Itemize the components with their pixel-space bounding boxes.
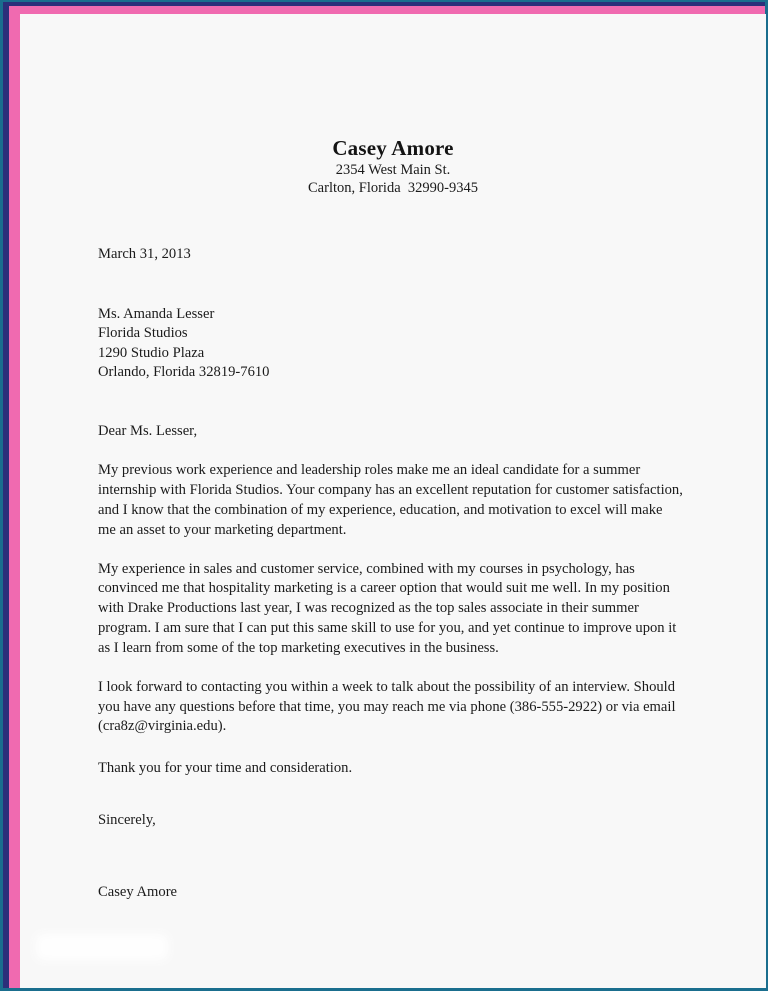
closing-thanks: Thank you for your time and consideration. xyxy=(98,760,353,777)
letterhead xyxy=(20,136,766,198)
salutation: Dear Ms. Lesser, xyxy=(98,423,198,440)
letterhead-name: Casey Amore xyxy=(332,136,454,160)
recipient-address-block xyxy=(98,305,683,383)
letterhead-city-state-zip: Carlton, Florida 32990-9345 xyxy=(308,180,478,197)
letterhead-street: 2354 West Main St. xyxy=(335,161,451,178)
body-paragraph-2: My experience in sales and customer service, combined with my courses in psychology, has convinced me that hospitality marketing is a career option that would suit me well. In my position with Drake Productions last year, I was recognized as the top sales associate in their summer program. I am sure that I can put this same skill to use for you, and yet continue to improve upon it as I learn from some of the top marketing executives in the business. xyxy=(98,560,677,656)
letter-page xyxy=(20,14,766,988)
document-navy-border xyxy=(3,2,765,988)
recipient-street: 1290 Studio Plaza xyxy=(98,344,205,361)
closing-valediction: Sincerely, xyxy=(98,812,156,829)
recipient-company: Florida Studios xyxy=(98,325,188,342)
closing-signature-name: Casey Amore xyxy=(98,883,178,900)
recipient-city-state-zip: Orlando, Florida 32819-7610 xyxy=(98,363,270,380)
letter-body xyxy=(98,245,683,903)
document-pink-border xyxy=(9,6,765,988)
body-paragraph-3: I look forward to contacting you within a week to talk about the possibility of an interview. Should you have any questions before that time, you may reach me via phone (386-555-2922) or via email (cra8z@virginia.edu). xyxy=(98,678,676,735)
recipient-name: Ms. Amanda Lesser xyxy=(98,305,215,322)
body-paragraph-1: My previous work experience and leadership roles make me an ideal candidate for a summer internship with Florida Studios. Your company has an excellent reputation for customer satisfaction, and I know that the combination of my experience, education, and motivation to excel will make me an asset to your marketing department. xyxy=(98,462,683,538)
letter-date: March 31, 2013 xyxy=(98,245,191,262)
watermark-artifact xyxy=(36,934,168,960)
